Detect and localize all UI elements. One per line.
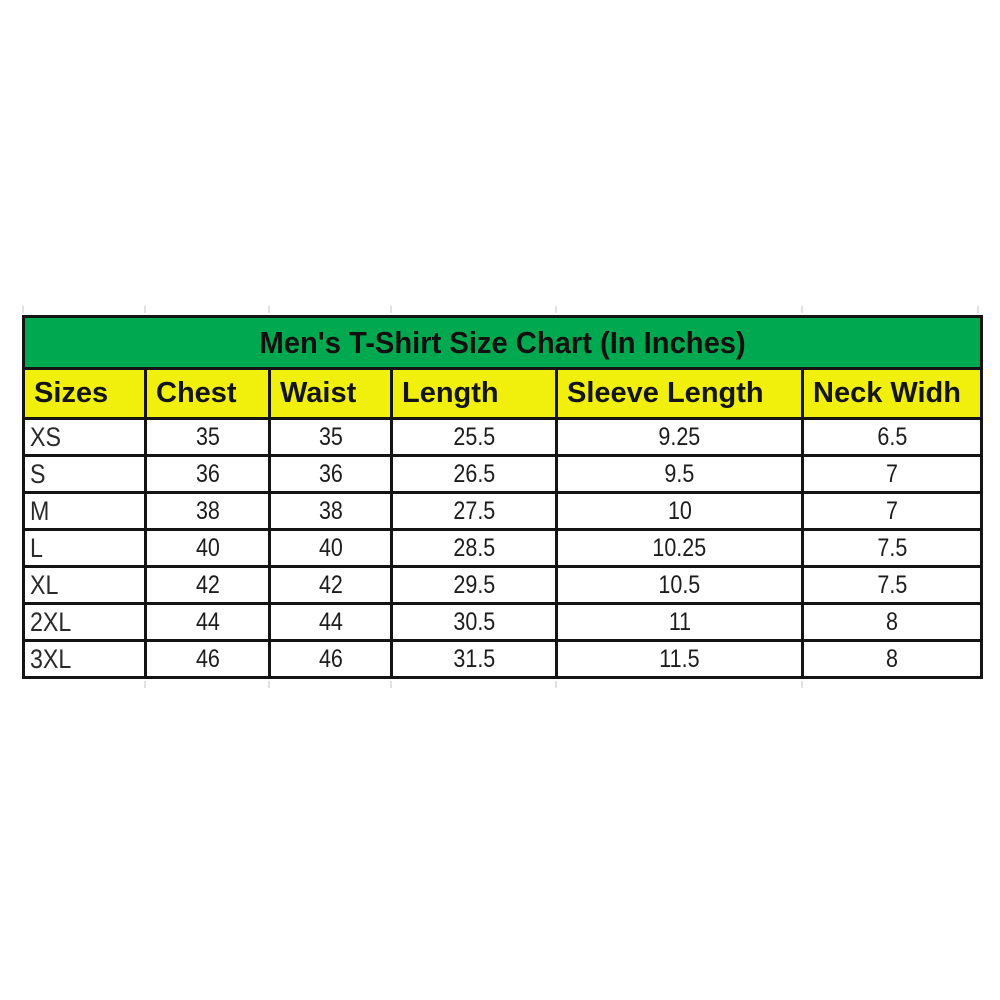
- chest-value: 38: [146, 493, 270, 530]
- column-header-chest: Chest: [146, 369, 270, 419]
- gridline-remnant: [22, 306, 24, 313]
- chest-value: 36: [146, 456, 270, 493]
- length-value: 27.5: [392, 493, 557, 530]
- size-label: XS: [24, 419, 146, 456]
- gridline-remnant: [555, 306, 557, 313]
- sleeve-length-value: 9.25: [557, 419, 803, 456]
- sleeve-length-value: 10.25: [557, 530, 803, 567]
- column-header-waist: Waist: [270, 369, 392, 419]
- size-label: M: [24, 493, 146, 530]
- chest-value: 44: [146, 604, 270, 641]
- chest-value: 42: [146, 567, 270, 604]
- gridline-remnant: [801, 681, 803, 688]
- length-value: 28.5: [392, 530, 557, 567]
- column-header-neck-width: Neck Widh: [803, 369, 982, 419]
- sleeve-length-value: 11.5: [557, 641, 803, 678]
- table-row-s: [24, 456, 982, 493]
- length-value: 25.5: [392, 419, 557, 456]
- table-title-text: Men's T-Shirt Size Chart (In Inches): [259, 324, 746, 360]
- neck-width-value: 7: [803, 493, 982, 530]
- length-value: 31.5: [392, 641, 557, 678]
- waist-value: 42: [270, 567, 392, 604]
- sleeve-length-value: 10.5: [557, 567, 803, 604]
- table-row-m: [24, 493, 982, 530]
- waist-value: 35: [270, 419, 392, 456]
- table-row-2xl: [24, 604, 982, 641]
- table-title-row: [24, 317, 982, 369]
- size-label: 2XL: [24, 604, 146, 641]
- size-label: 3XL: [24, 641, 146, 678]
- chest-value: 46: [146, 641, 270, 678]
- sleeve-length-value: 11: [557, 604, 803, 641]
- length-value: 26.5: [392, 456, 557, 493]
- length-value: 29.5: [392, 567, 557, 604]
- waist-value: 36: [270, 456, 392, 493]
- neck-width-value: 8: [803, 641, 982, 678]
- size-label: XL: [24, 567, 146, 604]
- gridline-remnant: [390, 681, 392, 688]
- chest-value: 40: [146, 530, 270, 567]
- neck-width-value: 6.5: [803, 419, 982, 456]
- column-header-sizes: Sizes: [24, 369, 146, 419]
- table-header-row: [24, 369, 982, 419]
- neck-width-value: 7: [803, 456, 982, 493]
- waist-value: 46: [270, 641, 392, 678]
- gridline-remnant: [977, 306, 979, 313]
- gridline-remnant: [801, 306, 803, 313]
- size-label: S: [24, 456, 146, 493]
- neck-width-value: 8: [803, 604, 982, 641]
- gridline-remnant: [144, 681, 146, 688]
- gridline-remnant: [390, 306, 392, 313]
- gridline-remnant: [268, 306, 270, 313]
- table-row-xl: [24, 567, 982, 604]
- chest-value: 35: [146, 419, 270, 456]
- table-row-3xl: [24, 641, 982, 678]
- neck-width-value: 7.5: [803, 530, 982, 567]
- gridline-remnant: [268, 681, 270, 688]
- gridline-remnant: [555, 681, 557, 688]
- table-row-l: [24, 530, 982, 567]
- gridline-remnant: [144, 306, 146, 313]
- column-header-length: Length: [392, 369, 557, 419]
- sleeve-length-value: 10: [557, 493, 803, 530]
- waist-value: 40: [270, 530, 392, 567]
- table-row-xs: [24, 419, 982, 456]
- size-label: L: [24, 530, 146, 567]
- waist-value: 38: [270, 493, 392, 530]
- sleeve-length-value: 9.5: [557, 456, 803, 493]
- size-chart-table: [22, 315, 983, 679]
- waist-value: 44: [270, 604, 392, 641]
- table-title: [24, 317, 982, 369]
- length-value: 30.5: [392, 604, 557, 641]
- neck-width-value: 7.5: [803, 567, 982, 604]
- column-header-sleeve-length: Sleeve Length: [557, 369, 803, 419]
